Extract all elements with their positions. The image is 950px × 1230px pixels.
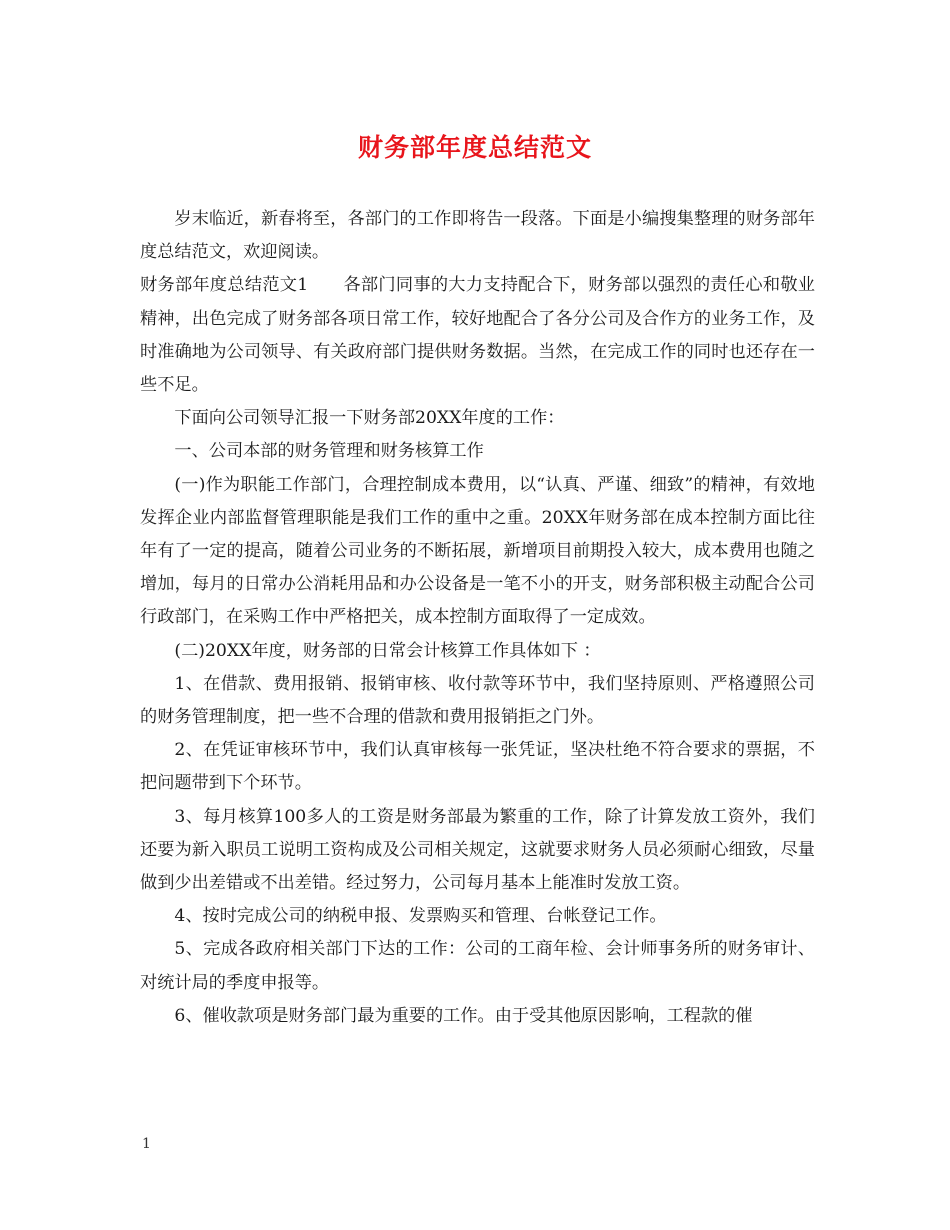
paragraph-intro: 岁末临近，新春将至，各部门的工作即将告一段落。下面是小编搜集整理的财务部年度总结范文，欢迎阅读。 bbox=[140, 209, 815, 263]
list-item-5: 5、完成各政府相关部门下达的工作：公司的工商年检、会计师事务所的财务审计、对统计局的季度申报等。 bbox=[140, 939, 815, 993]
document-title: 财务部年度总结范文 bbox=[357, 133, 592, 162]
list-item-3: 3、每月核算100多人的工资是财务部最为繁重的工作，除了计算发放工资外，我们还要为新入职员工说明工资构成及公司相关规定，这就要求财务人员必须耐心细致，尽量做到少出差错或不出差错。经过努力，公司每月基本上能准时发放工资。 bbox=[140, 806, 815, 894]
paragraph-sample-1: 财务部年度总结范文1 各部门同事的大力支持配合下，财务部以强烈的责任心和敬业精神，出色完成了财务部各项日常工作，较好地配合了各分公司及合作方的业务工作，及时准确地为公司领导、有关政府部门提供财务数据。当然，在完成工作的同时也还存在一些不足。 bbox=[140, 275, 815, 396]
document-body bbox=[140, 203, 815, 1033]
paragraph-accounting-intro: (二)20XX年度，财务部的日常会计核算工作具体如下 ： bbox=[174, 640, 601, 661]
paragraph-report-lead: 下面向公司领导汇报一下财务部20XX年度的工作： bbox=[174, 408, 565, 429]
list-item-1: 1、在借款、费用报销、报销审核、收付款等环节中，我们坚持原则、严格遵照公司的财务管理制度，把一些不合理的借款和费用报销拒之门外。 bbox=[140, 673, 815, 728]
list-item-6: 6、催收款项是财务部门最为重要的工作。由于受其他原因影响，工程款的催 bbox=[174, 1005, 753, 1026]
list-item-2: 2、在凭证审核环节中，我们认真审核每一张凭证，坚决杜绝不符合要求的票据，不把问题带到下个环节。 bbox=[140, 740, 815, 794]
list-item-4: 4、按时完成公司的纳税申报、发票购买和管理、台帐登记工作。 bbox=[174, 906, 667, 927]
section-heading-1: 一、公司本部的财务管理和财务核算工作 bbox=[174, 441, 484, 462]
page-number: 1 bbox=[142, 1136, 151, 1152]
paragraph-cost-control: (一)作为职能工作部门，合理控制成本费用，以“认真、严谨、细致”的精神，有效地发挥企业内部监督管理职能是我们工作的重中之重。20XX年财务部在成本控制方面比往年有了一定的提高，随着公司业务的不断拓展，新增项目前期投入较大，成本费用也随之增加，每月的日常办公消耗用品和办公设备是一笔不小的开支，财务部积极主动配合公司行政部门，在采购工作中严格把关，成本控制方面取得了一定成效。 bbox=[140, 474, 815, 628]
